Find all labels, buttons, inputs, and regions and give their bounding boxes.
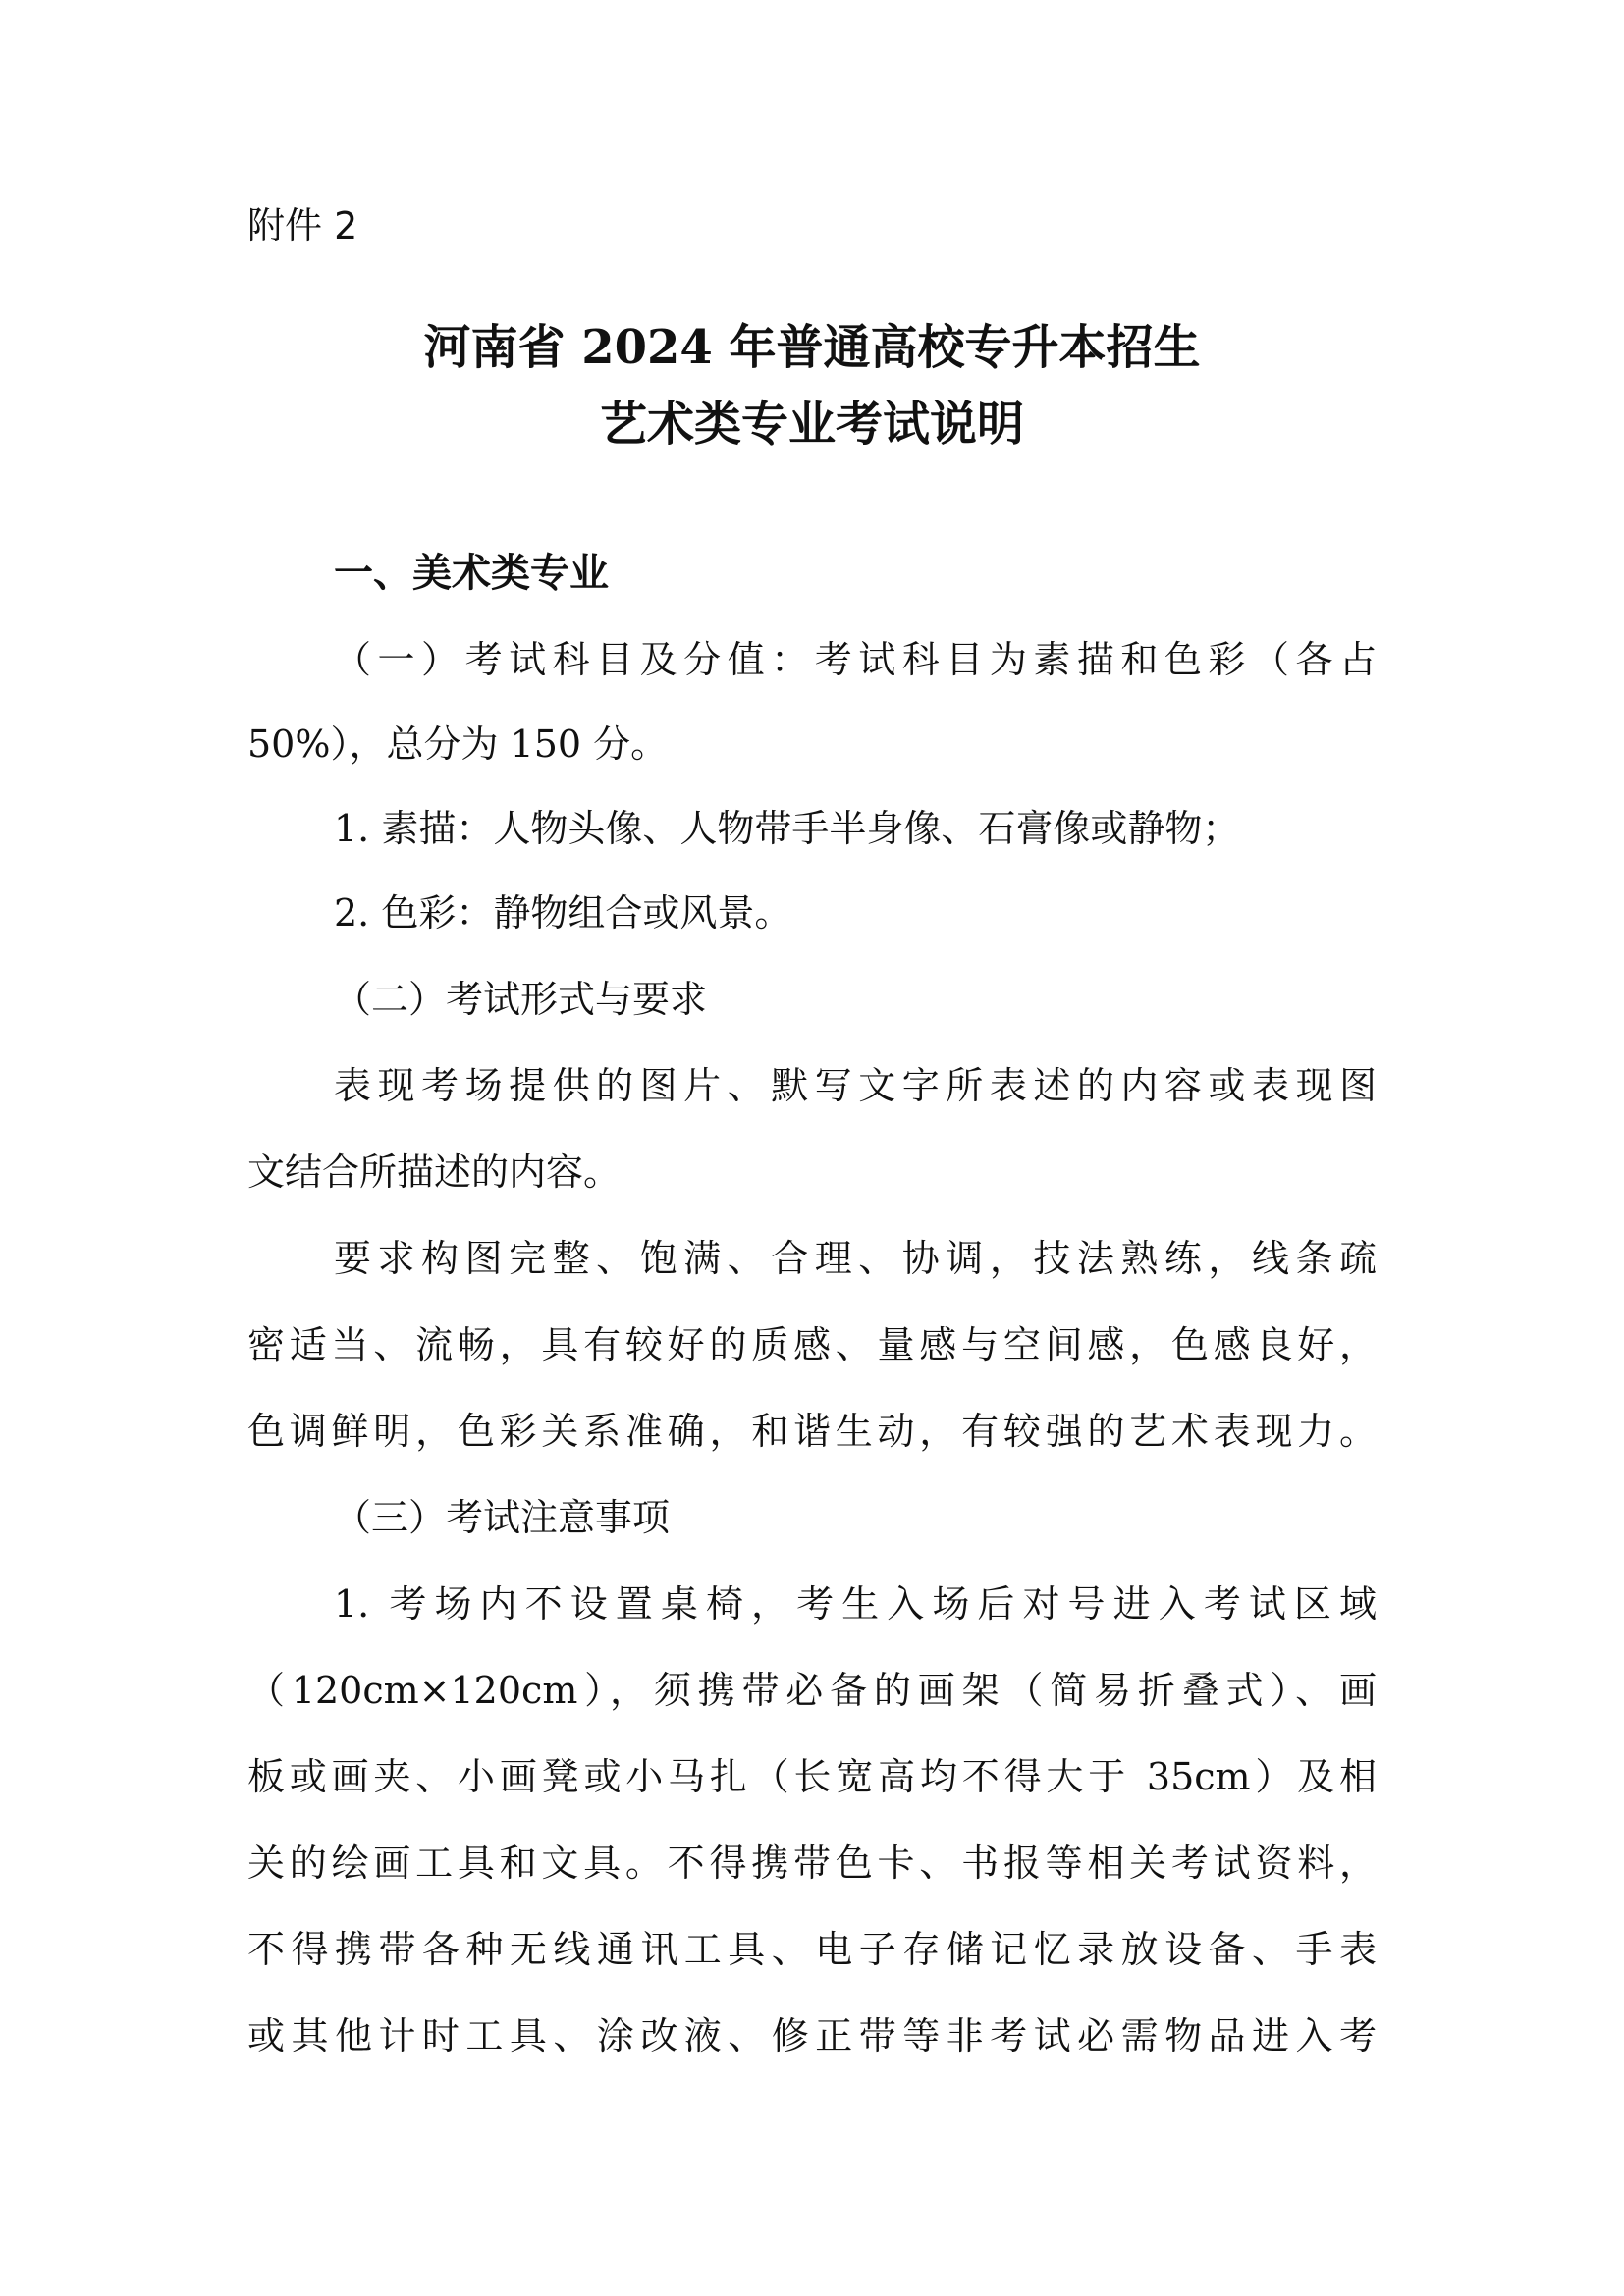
paragraph-line: 色调鲜明，色彩关系准确，和谐生动，有较强的艺术表现力。 [247, 1410, 1377, 1453]
paragraph-line: 板或画夹、小画凳或小马扎（长宽高均不得大于 35cm）及相 [247, 1755, 1377, 1798]
paragraph-line: 50%），总分为 150 分。 [247, 722, 669, 766]
section-heading: 一、美术类专业 [334, 551, 609, 596]
list-item: 2. 色彩：静物组合或风景。 [334, 891, 792, 934]
subsection-heading: （三）考试注意事项 [334, 1496, 671, 1539]
paragraph-line: （一）考试科目及分值：考试科目为素描和色彩（各占 [334, 638, 1377, 681]
list-item: 1. 素描：人物头像、人物带手半身像、石膏像或静物； [334, 807, 1240, 850]
document-title-line-1: 河南省 2024 年普通高校专升本招生 [423, 320, 1201, 375]
paragraph-line: 1. 考场内不设置桌椅，考生入场后对号进入考试区域 [334, 1582, 1377, 1626]
paragraph-line: 关的绘画工具和文具。不得携带色卡、书报等相关考试资料， [247, 1842, 1377, 1885]
paragraph-line: 要求构图完整、饱满、合理、协调，技法熟练，线条疏 [334, 1237, 1377, 1280]
subsection-heading: （二）考试形式与要求 [334, 978, 708, 1021]
document-title-line-2: 艺术类专业考试说明 [599, 397, 1024, 452]
paragraph-line: 文结合所描述的内容。 [247, 1150, 622, 1194]
paragraph-line: （120cm×120cm），须携带必备的画架（简易折叠式）、画 [247, 1669, 1377, 1712]
paragraph-line: 表现考场提供的图片、默写文字所表述的内容或表现图 [334, 1064, 1377, 1107]
paragraph-line: 密适当、流畅，具有较好的质感、量感与空间感，色感良好， [247, 1323, 1377, 1366]
paragraph-line: 不得携带各种无线通讯工具、电子存储记忆录放设备、手表 [247, 1928, 1377, 1971]
attachment-label: 附件 2 [247, 204, 358, 247]
paragraph-line: 或其他计时工具、涂改液、修正带等非考试必需物品进入考 [247, 2014, 1377, 2057]
